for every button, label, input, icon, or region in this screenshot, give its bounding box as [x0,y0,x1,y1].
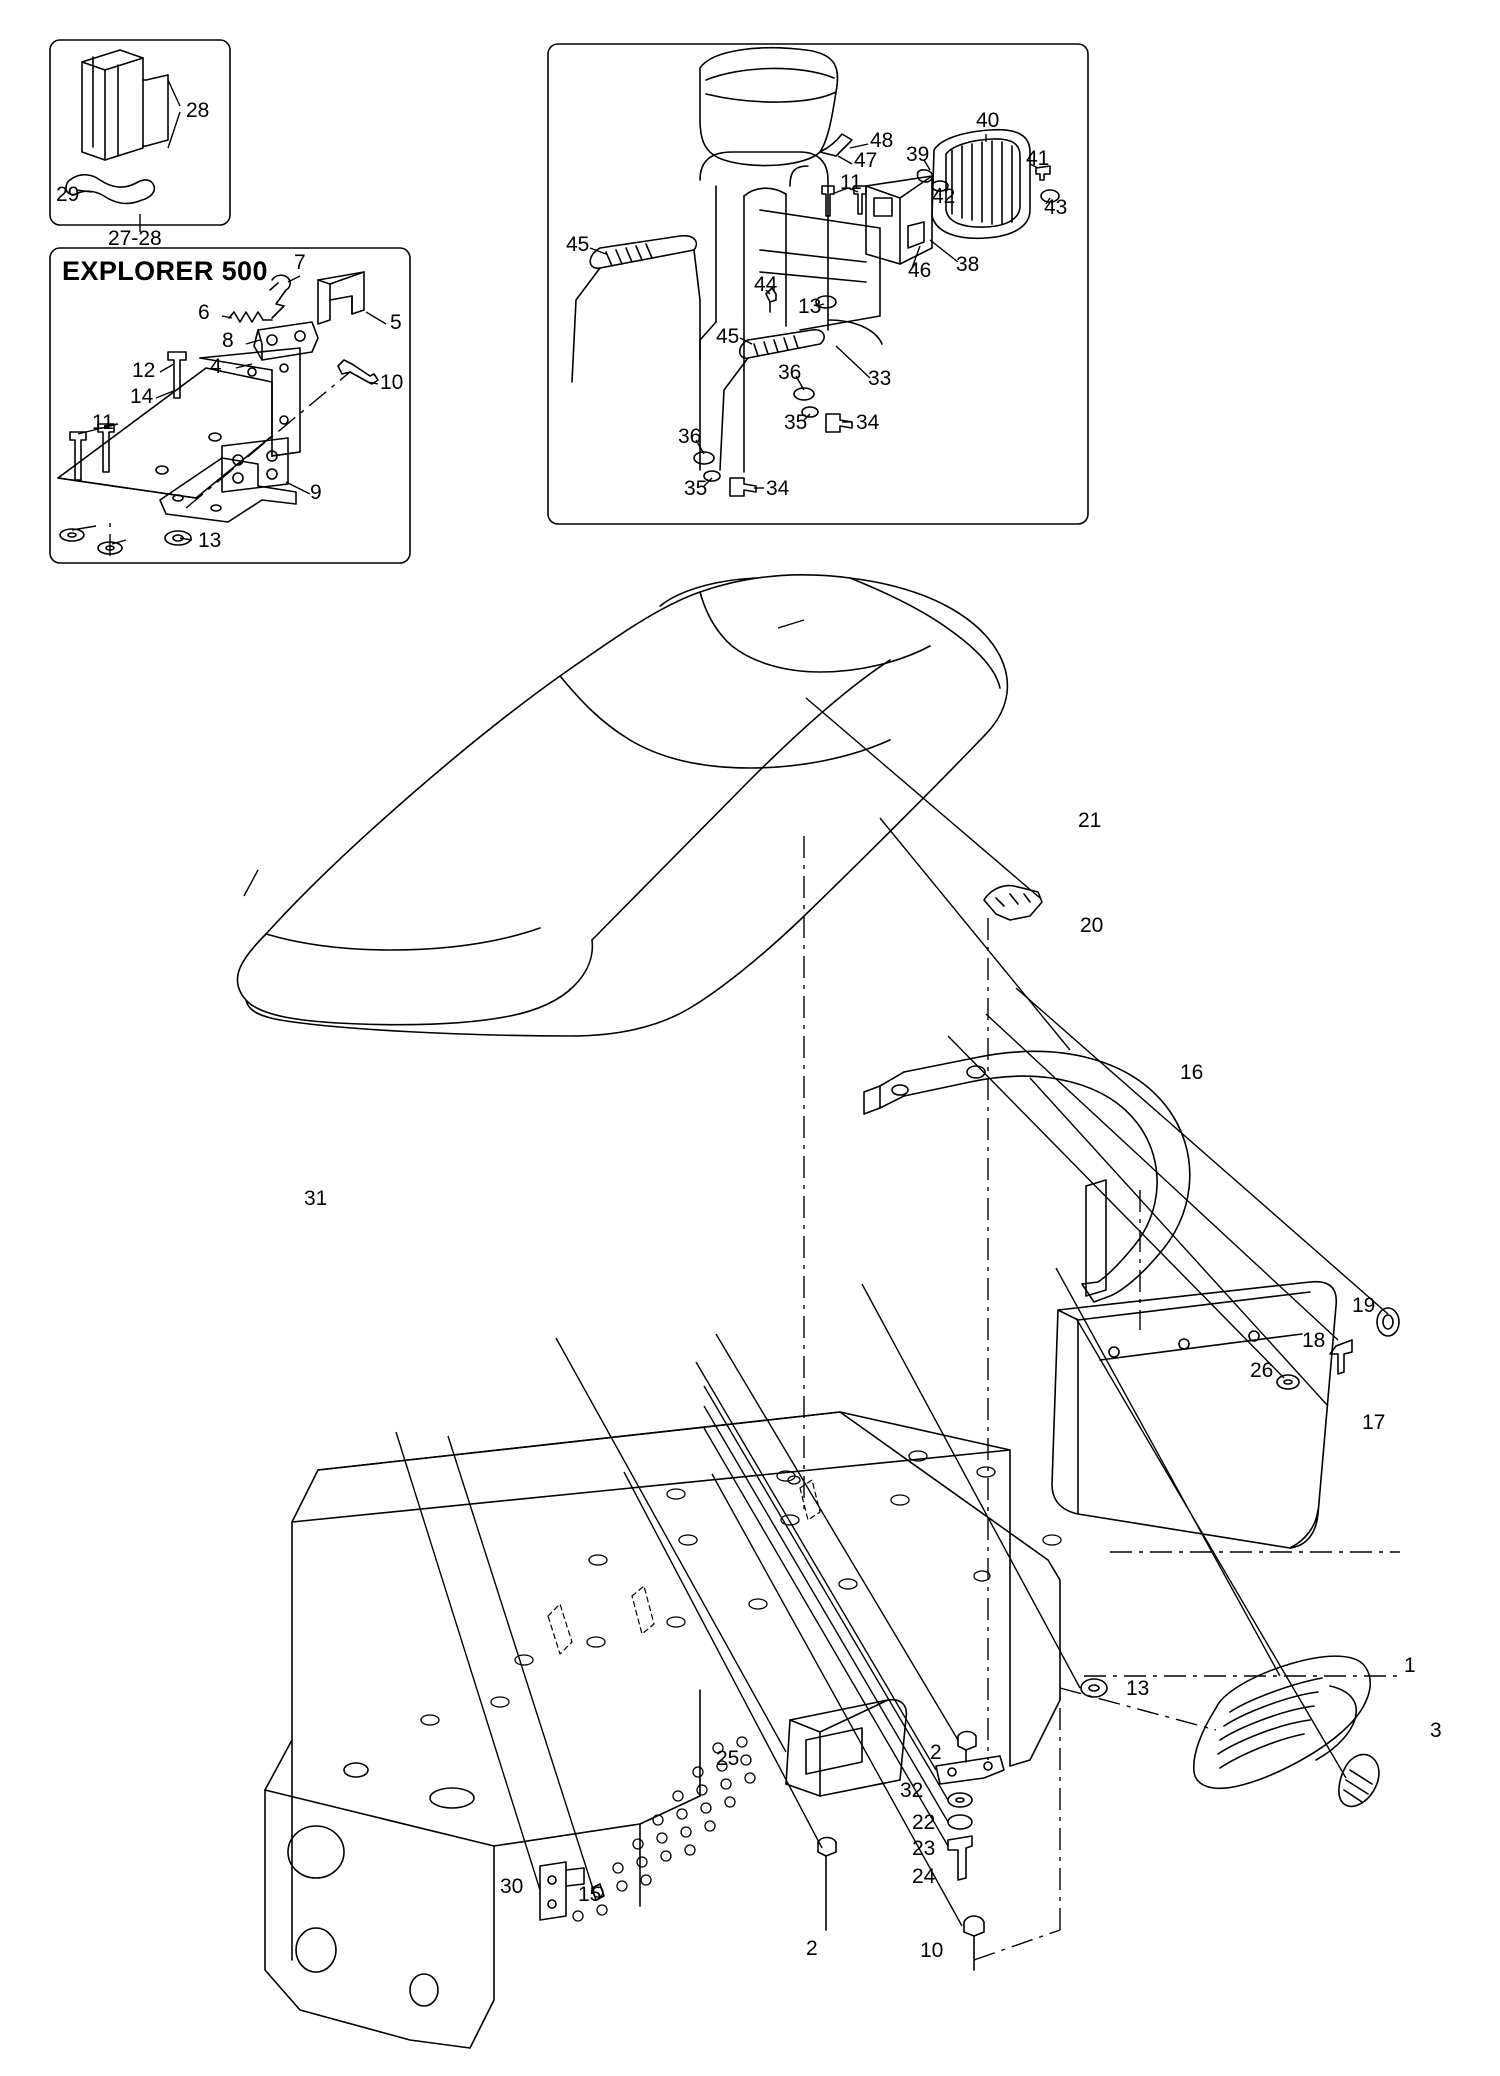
callout-8: 8 [222,329,234,352]
callout-6: 6 [198,301,210,324]
callout-4: 4 [210,355,222,378]
callout-30: 30 [500,1875,524,1898]
part-20-shape [984,886,1042,920]
part-10-shape-panel [338,360,378,384]
rack-panel-border [548,44,1088,524]
callout-16: 16 [1180,1061,1204,1084]
callout-38: 38 [956,253,980,276]
callout-36-lower: 36 [678,425,702,448]
part-13-shape-panel [60,529,191,554]
part-8-shape [254,322,318,360]
part-6-shape [229,312,272,322]
centerline-bolt-10b [974,1930,1060,1960]
callout-11-panel: 11 [92,411,114,434]
callout-31: 31 [304,1187,328,1210]
callout-1: 1 [1404,1654,1416,1677]
callout-18: 18 [1302,1329,1326,1352]
explorer-panel-border [50,248,410,563]
part-47-48-shape [700,48,852,166]
callout-21: 21 [1078,809,1102,832]
callout-42: 42 [932,185,956,208]
bottom-fasteners [540,1679,1107,1970]
callout-11-rack: 11 [840,171,862,194]
callout-29: 29 [56,183,80,206]
part-28-shape [82,50,168,160]
callout-10-main: 10 [920,1939,944,1962]
callout-35-upper: 35 [784,411,808,434]
part-17-shape [1052,1282,1336,1548]
callout-13-main: 13 [1126,1677,1150,1700]
panel-title-explorer-500: EXPLORER 500 [62,256,268,286]
part-12-shape [168,352,186,398]
part-25-shape [786,1700,906,1796]
callout-19: 19 [1352,1294,1376,1317]
callout-43: 43 [1044,196,1068,219]
callout-34-lower: 34 [766,477,790,500]
panel-caption-27-28: 27-28 [108,227,162,250]
part-7-shape [270,275,290,318]
callout-39: 39 [906,143,930,166]
callout-35-lower: 35 [684,477,708,500]
callout-32: 32 [900,1779,924,1802]
callout-13-rack: 13 [798,295,822,318]
part-45-shape [572,236,700,382]
callout-15: 15 [578,1883,602,1906]
part-16-shape [864,1051,1190,1302]
callout-44: 44 [754,273,778,296]
callout-2-upper: 2 [930,1741,942,1764]
callout-47: 47 [854,149,878,172]
callout-7: 7 [294,251,306,274]
callout-45-lower: 45 [716,325,740,348]
callout-24: 24 [912,1865,936,1888]
callout-22: 22 [912,1811,936,1834]
part-9-shape [160,438,296,522]
callout-36-upper: 36 [778,361,802,384]
callout-45-upper: 45 [566,233,590,256]
callout-23: 23 [912,1837,936,1860]
callout-25: 25 [716,1747,740,1770]
callout-26: 26 [1250,1359,1274,1382]
callout-5: 5 [390,311,402,334]
callout-17: 17 [1362,1411,1386,1434]
callout-33: 33 [868,367,892,390]
part-5-shape [318,272,364,324]
callout-28: 28 [186,99,210,122]
fender-fasteners [1277,1308,1399,1389]
part-31-seat-shape [237,575,1007,1036]
callout-40: 40 [976,109,1000,132]
callout-13-panel: 13 [198,529,222,552]
callout-34-upper: 34 [856,411,880,434]
callout-10-panel: 10 [380,371,404,394]
part-38-46-shape [866,176,932,264]
callout-9: 9 [310,481,322,504]
callout-46: 46 [908,259,932,282]
part-3-shape [1339,1754,1379,1806]
callout-3: 3 [1430,1719,1442,1742]
callout-12: 12 [132,359,156,382]
callout-2-lower: 2 [806,1937,818,1960]
callout-41: 41 [1026,147,1050,170]
callout-48: 48 [870,129,894,152]
callout-14: 14 [130,385,154,408]
callout-20: 20 [1080,914,1104,937]
